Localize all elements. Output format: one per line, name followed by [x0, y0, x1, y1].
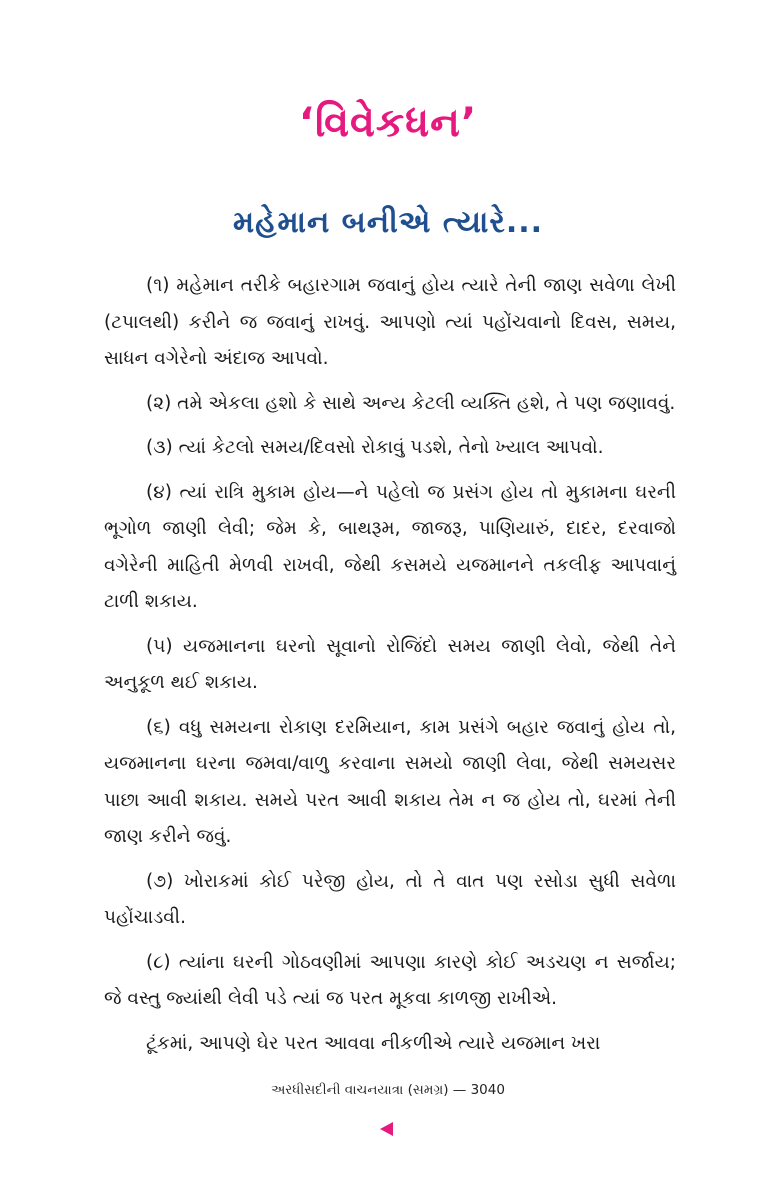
article-body [104, 268, 676, 1070]
triangle-left-icon[interactable] [380, 1122, 393, 1136]
article-title: મહેમાન બનીએ ત્યારે... [232, 205, 544, 240]
paragraph: (૭) ખોરાકમાં કોઈ પરેજી હોય, તો તે વાત પણ રસોડા સુધી સવેળા પહોંચાડવી. [104, 870, 676, 928]
paragraph: (૪) ત્યાં રાત્રિ મુકામ હોય—ને પહેલો જ પ્રસંગ હોય તો મુકામના ઘરની ભૂગોળ જાણી લેવી; જેમ કે, બાથરૂમ, જાજરૂ, પાણિયારું, દાદર, દરવાજો વગેરેની માહિતી મેળવી રાખવી, જેથી કસમયે યજમાનને તકલીફ આપવાનું ટાળી શકાય. [104, 481, 676, 612]
paragraph: (૧) મહેમાન તરીકે બહારગામ જવાનું હોય ત્યારે તેની જાણ સવેળા લેખી (ટપાલથી) કરીને જ જવાનું રાખવું. આપણો ત્યાં પહોંચવાનો દિવસ, સમય, સાધન વગેરેનો અંદાજ આપવો. [104, 275, 676, 369]
paragraph: (૩) ત્યાં કેટલો સમય/દિવસો રોકાવું પડશે, તેનો ખ્યાલ આપવો. [146, 437, 604, 458]
paragraph: (૨) તમે એકલા હશો કે સાથે અન્ય કેટલી વ્યક્તિ હશે, તે પણ જણાવવું. [146, 392, 676, 414]
paragraph: (૮) ત્યાંના ઘરની ગોઠવણીમાં આપણા કારણે કોઈ અડચણ ન સર્જાય; જે વસ્તુ જ્યાંથી લેવી પડે ત્યાં જ પરત મૂકવા કાળજી રાખીએ. [104, 951, 676, 1009]
page-footer: અરધીસદીની વાચનયાત્રા (સમગ્ર) — 3040 [271, 1082, 505, 1098]
paragraph: (૬) વધુ સમયના રોકાણ દરમિયાન, કામ પ્રસંગે બહાર જવાનું હોય તો, યજમાનના ઘરના જમવા/વાળુ કરવાના સમયો જાણી લેવા, જેથી સમયસર પાછા આવી શકાય. સમયે પરત આવી શકાય તેમ ન જ હોય તો, ઘરમાં તેની જાણ કરીને જવું. [104, 716, 676, 847]
paragraph: (૫) યજમાનના ઘરનો સૂવાનો રોજિંદો સમય જાણી લેવો, જેથી તેને અનુકૂળ થઈ શકાય. [104, 635, 676, 693]
paragraph: ટૂંકમાં, આપણે ઘેર પરત આવવા નીકળીએ ત્યારે યજમાન ખરા [146, 1032, 601, 1054]
section-title: ‘વિવેકધન’ [298, 100, 478, 146]
